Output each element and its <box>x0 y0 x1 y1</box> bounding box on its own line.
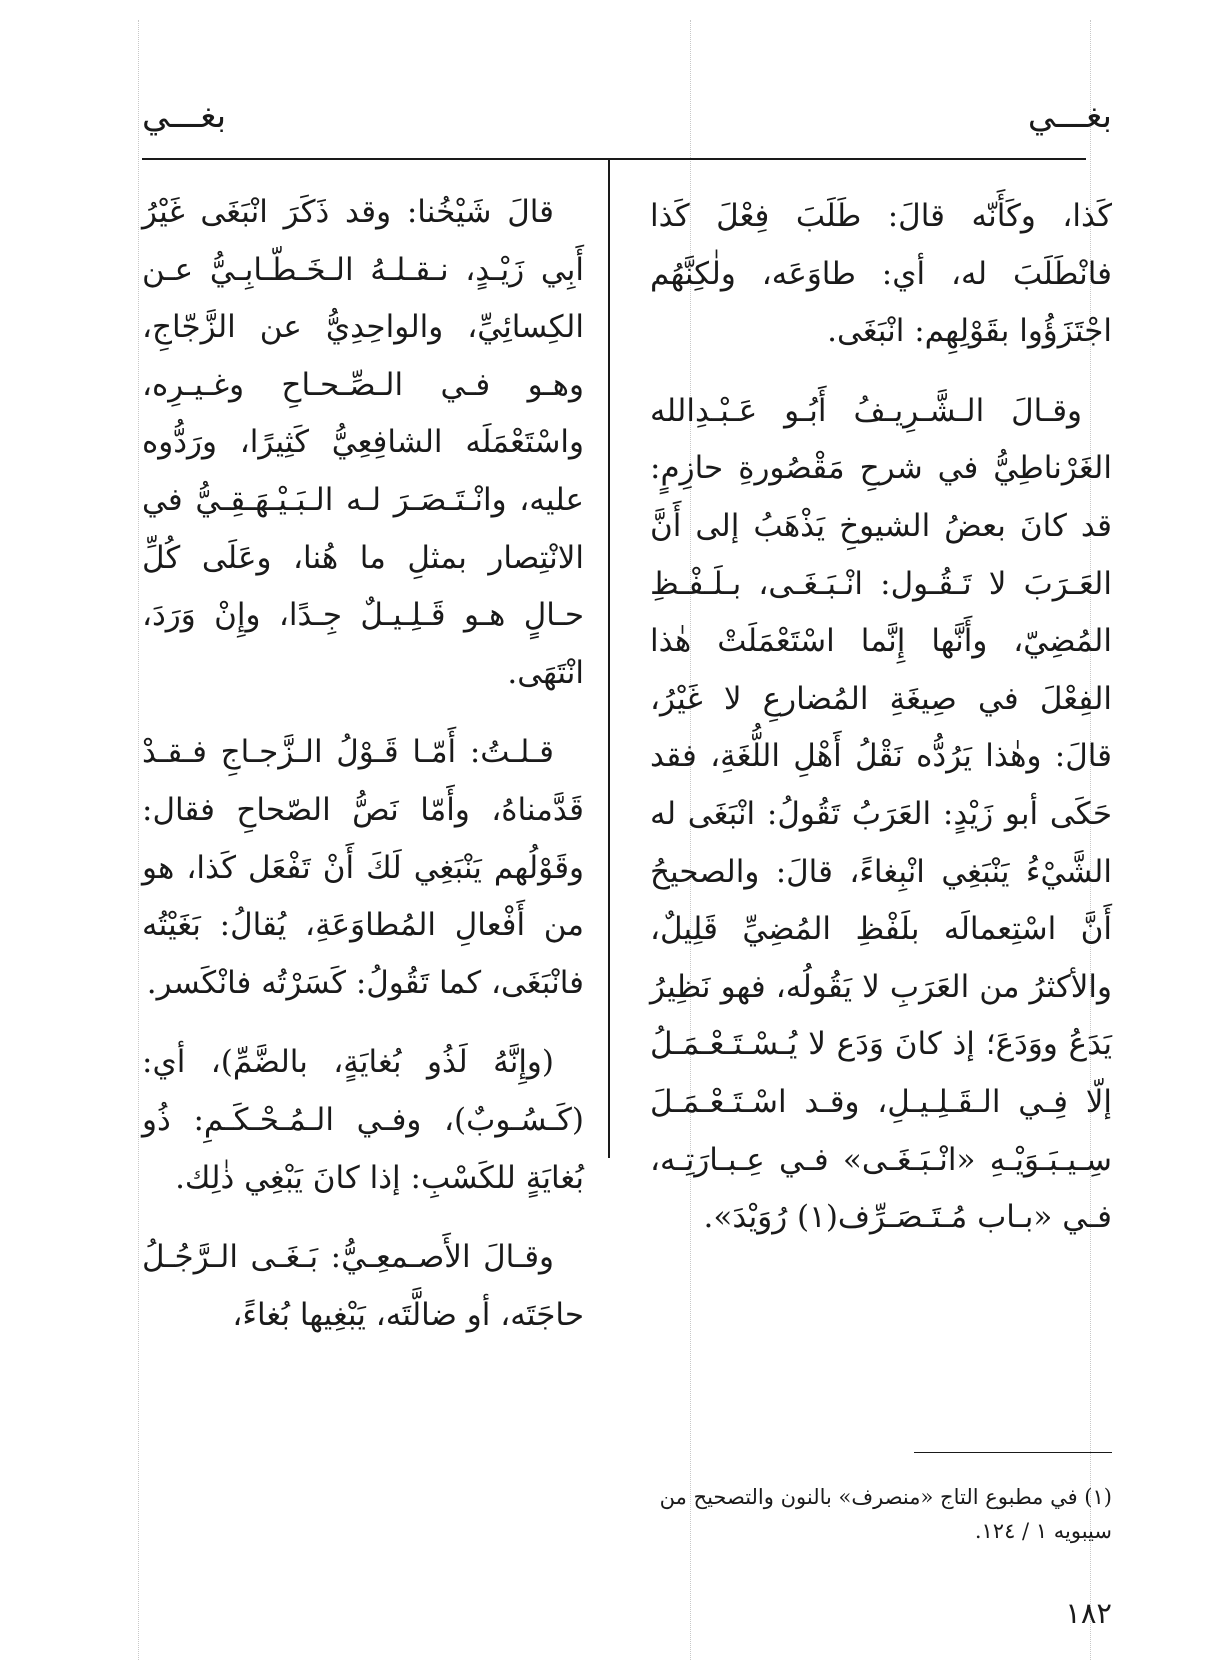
right-column <box>650 188 1112 1478</box>
paragraph: وقـالَ الأَصـمعِـيُّ: بَـغَـى الـرَّجُـلُ حاجَتَه، أو ضالَّتَه، يَبْغِيها بُغاءً، <box>142 1239 584 1333</box>
footnote-rule <box>914 1452 1112 1453</box>
column-divider <box>608 158 610 1158</box>
left-column <box>142 184 584 1624</box>
paragraph: قالَ شَيْخُنا: وقد ذَكَرَ انْبَغَى غَيْرُ أَبِي زَيْـدٍ، نـقـلـهُ الـخَـطّـابِـيُّ عـن الكِسائِيِّ، والواحِدِيُّ عن الزَّجّاجِ، وهـو فـي الـصِّـحـاحِ وغـيـرِه، واسْتَعْمَلَه الشافِعِيُّ كَثِيرًا، ورَدُّوه عليه، وانْـتَـصَـرَ لـه الـبَـيْـهَـقِـيُّ في الانْتِصار بمثلِ ما هُنا، وعَلَى كُلِّ حـالٍ هـو قَـلِـيـلٌ جِـدًا، وإِنْ وَرَدَ، انْتَهَى. <box>142 194 584 691</box>
paragraph: (وإِنَّهُ لَذُو بُغايَةٍ، بالضَّمِّ)، أي: (كَـسُـوبٌ)، وفـي الـمُـحْـكَـمِ: ذُو بُغايَةٍ للكَسْبِ: إذا كانَ يَبْغِي ذٰلِك. <box>142 1044 584 1196</box>
header-rule <box>142 158 1086 160</box>
running-head-left: بغـــي <box>142 96 227 136</box>
paragraph: قـلـتُ: أَمّـا قَـوْلُ الـزَّجـاجِ فـقـدْ قَدَّمناهُ، وأَمّا نَصُّ الصّحاحِ فقال: وقَوْلُهم يَنْبَغِي لَكَ أَنْ تَفْعَل كَذا، هو من أَفْعالِ المُطاوَعَةِ، يُقالُ: بَغَيْتُه فانْبَغَى، كما تَقُولُ: كَسَرْتُه فانْكَسر. <box>142 734 584 1001</box>
scan-guide-line <box>138 20 139 1660</box>
paragraph: كَذا، وكَأَنّه قالَ: طَلَبَ فِعْلَ كَذا فانْطَلَبَ له، أي: طاوَعَه، ولٰكِنَّهُم اجْتَزَؤُوا بقَوْلِهِم: انْبَغَى. <box>650 198 1112 350</box>
footnote: (١) في مطبوع التاج «منصرف» بالنون والتصحيح من سيبويه ١ / ١٢٤. <box>659 1485 1112 1543</box>
running-head-right: بغـــي <box>1027 96 1112 136</box>
page-number: ١٨٢ <box>1065 1596 1112 1630</box>
paragraph: وقـالَ الـشَّـرِيـفُ أَبُـو عَـبْـدِالله الغَرْناطِيُّ في شرحِ مَقْصُورةِ حازِمٍ: قد كانَ بعضُ الشيوخِ يَذْهَبُ إلى أَنَّ العَـرَبَ لا تَـقُـول: انْـبَـغَـى، بـلَـفْـظِ المُضِيّ، وأَنَّها إِنَّما اسْتَعْمَلَتْ هٰذا الفِعْلَ في صِيغَةِ المُضارعِ لا غَيْرُ، قالَ: وهٰذا يَرُدُّه نَقْلُ أَهْلِ اللُّغَةِ، فقد حَكَى أبو زَيْدٍ: العَرَبُ تَقُولُ: انْبَغَى له الشَّيْءُ يَنْبَغِي انْبِغاءً، قالَ: والصحيحُ أَنَّ اسْتِعمالَه بلَفْظِ المُضِيِّ قَلِيلٌ، والأكثرُ من العَرَبِ لا يَقُولُه، فهو نَظِيرُ يَدَعُ ووَدَعَ؛ إذ كانَ وَدَع لا يُـسْـتَـعْـمَـلُ إلّا فِـي الـقَـلِـيـلِ، وقـد اسْـتَـعْـمَـلَ سِـيـبَـوَيْـهِ «انْـبَـغَـى» فـي عِـبـارَتِـه، فـي «بـاب مُـتَـصَـرِّف(١) رُوَيْدَ». <box>650 392 1112 1236</box>
